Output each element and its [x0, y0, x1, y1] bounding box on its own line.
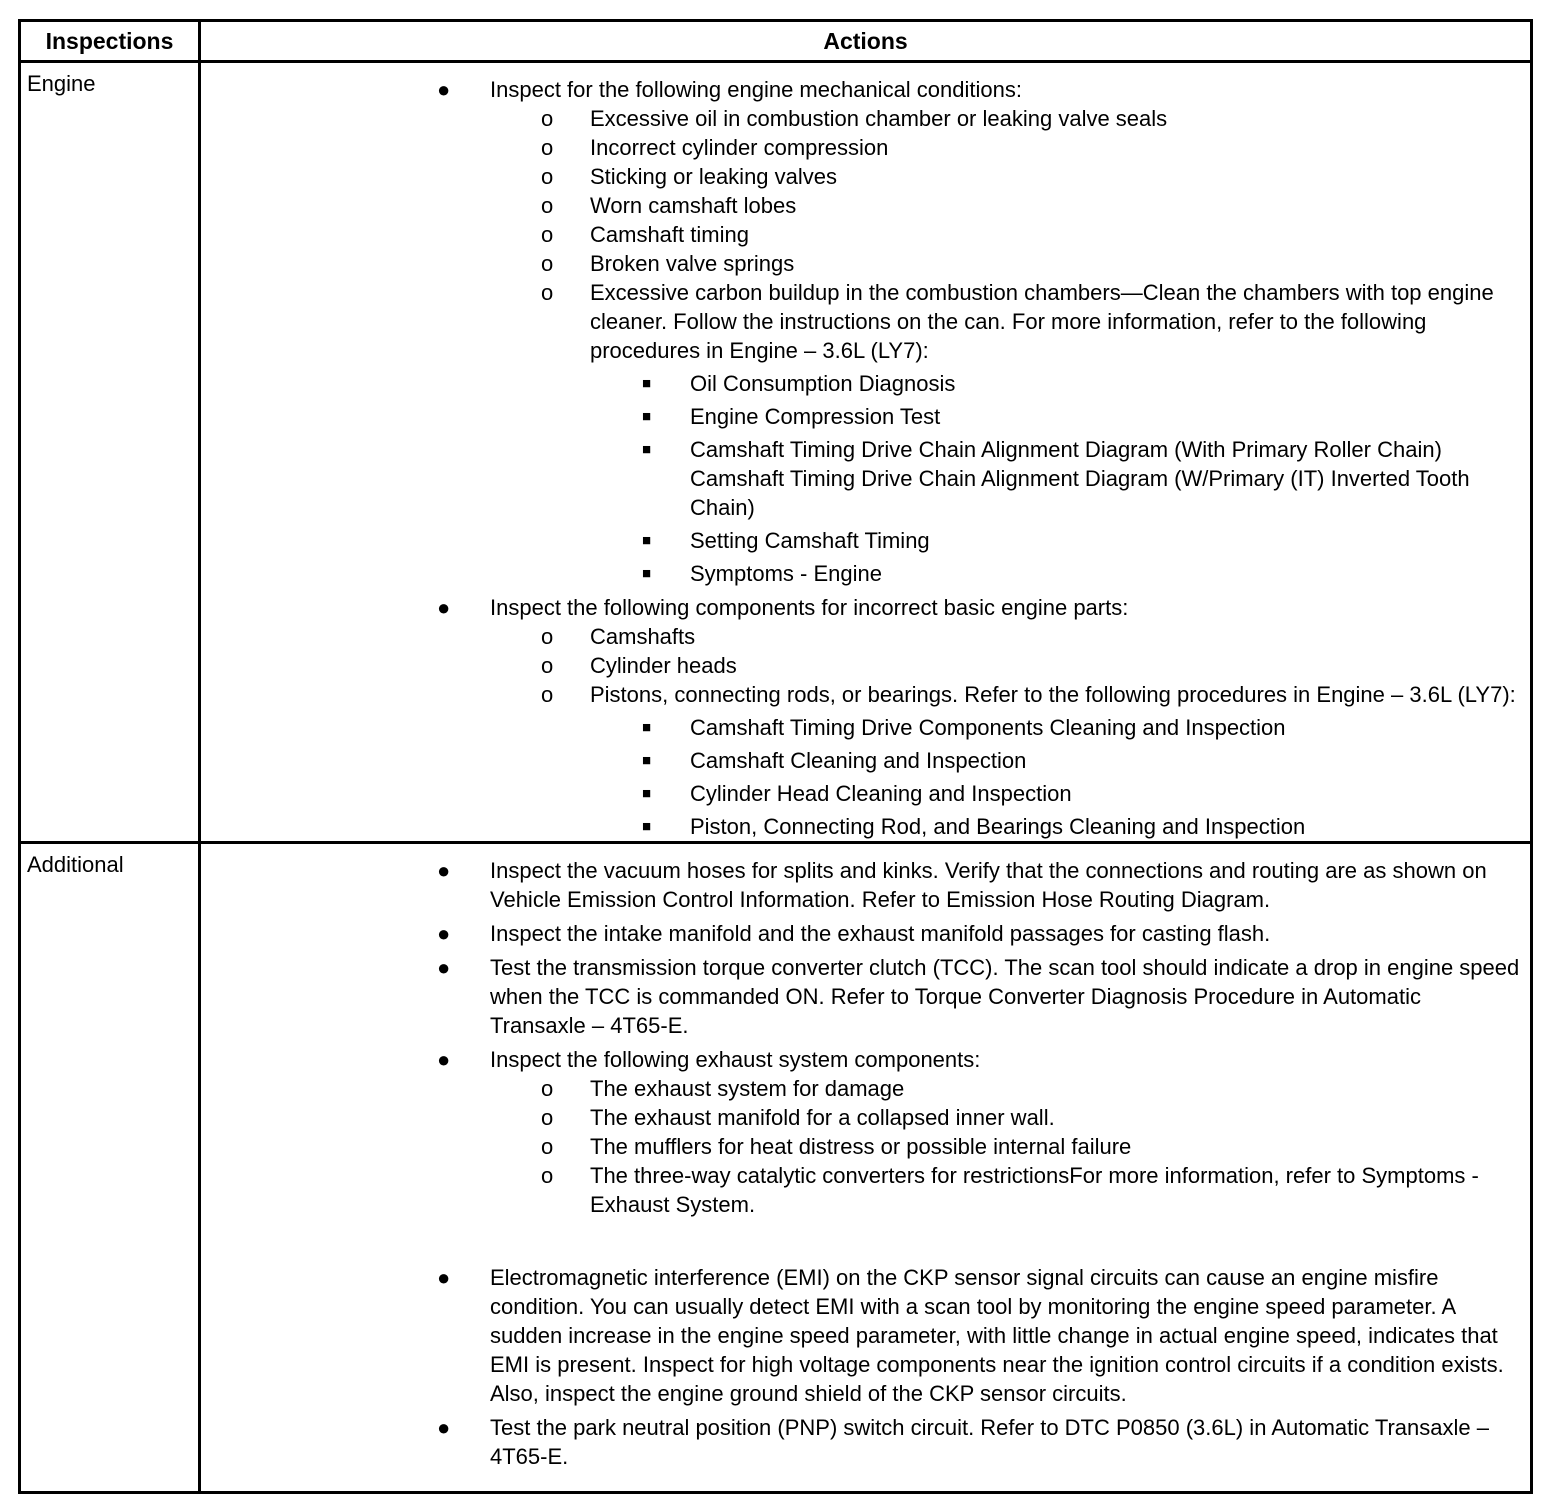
- list-item-text: Piston, Connecting Rod, and Bearings Cleaning and Inspection: [690, 814, 1306, 839]
- square-bullet-icon: ■: [642, 719, 652, 736]
- list-item: [201, 713, 1530, 742]
- circle-bullet-icon: o: [541, 106, 554, 131]
- list-item: [201, 278, 1530, 365]
- square-bullet-icon: ■: [642, 785, 652, 802]
- list-item: [201, 191, 1530, 220]
- list-item-text: Incorrect cylinder compression: [590, 135, 889, 160]
- list-item: [201, 919, 1530, 948]
- list-item-text: Camshaft Cleaning and Inspection: [690, 748, 1027, 773]
- list-item-text: Pistons, connecting rods, or bearings. Refer to the following procedures in Engine – 3.6L (LY7):: [590, 682, 1516, 707]
- list-item: [201, 856, 1530, 914]
- list-item: [201, 369, 1530, 398]
- list-item-text: Worn camshaft lobes: [590, 193, 797, 218]
- list-item: [201, 559, 1530, 588]
- list-item: [201, 402, 1530, 431]
- list-item-text: Sticking or leaking valves: [590, 164, 838, 189]
- list-item-text: Cylinder Head Cleaning and Inspection: [690, 781, 1072, 806]
- inspection-table: [18, 19, 1533, 1494]
- list-item: [201, 1263, 1530, 1408]
- table-row-engine: [20, 62, 1532, 843]
- list-item: [201, 622, 1530, 651]
- circle-bullet-icon: o: [541, 222, 554, 247]
- list-item-text: Inspect the intake manifold and the exhaust manifold passages for casting flash.: [490, 921, 1271, 946]
- list-item-text: Inspect the vacuum hoses for splits and kinks. Verify that the connections and routing are as shown on Vehicle Emission Control Information. Refer to Emission Hose Routing Diagram.: [490, 858, 1487, 912]
- circle-bullet-icon: o: [541, 1105, 554, 1130]
- list-item-text: Setting Camshaft Timing: [690, 528, 930, 553]
- list-item: [201, 526, 1530, 555]
- list-item-text: The exhaust manifold for a collapsed inner wall.: [590, 1105, 1055, 1130]
- list-item: [201, 746, 1530, 775]
- bullet-icon: ●: [437, 955, 451, 980]
- list-item-text: Test the transmission torque converter clutch (TCC). The scan tool should indicate a drop in engine speed when the TCC is commanded ON. Refer to Torque Converter Diagnosis Procedure in Automatic Transaxle – 4T65-E.: [490, 955, 1520, 1038]
- row-label-additional: Additional: [27, 852, 124, 877]
- list-item-text: Excessive oil in combustion chamber or leaking valve seals: [590, 106, 1168, 131]
- list-item-text: The three-way catalytic converters for restrictionsFor more information, refer to Symptoms - Exhaust System.: [590, 1163, 1479, 1217]
- table-row-additional: [20, 843, 1532, 1493]
- circle-bullet-icon: o: [541, 135, 554, 160]
- list-item-text: The mufflers for heat distress or possible internal failure: [590, 1134, 1132, 1159]
- list-item: [201, 1161, 1530, 1219]
- bullet-icon: ●: [437, 595, 451, 620]
- list-item: [201, 779, 1530, 808]
- bullet-icon: ●: [437, 1415, 451, 1440]
- header-inspections: Inspections: [20, 21, 200, 62]
- circle-bullet-icon: o: [541, 164, 554, 189]
- list-item-text: Test the park neutral position (PNP) switch circuit. Refer to DTC P0850 (3.6L) in Automatic Transaxle – 4T65-E.: [490, 1415, 1489, 1469]
- circle-bullet-icon: o: [541, 280, 554, 305]
- bullet-icon: ●: [437, 1265, 451, 1290]
- list-item: [201, 75, 1530, 104]
- list-item-text: Camshaft Timing Drive Components Cleaning and Inspection: [690, 715, 1286, 740]
- header-row: [20, 21, 1532, 62]
- list-item: [201, 1074, 1530, 1103]
- circle-bullet-icon: o: [541, 653, 554, 678]
- list-item-text: Camshaft Timing Drive Chain Alignment Diagram (With Primary Roller Chain) Camshaft Timing Drive Chain Alignment Diagram (W/Primary (IT) Inverted Tooth Chain): [690, 437, 1470, 520]
- list-item: [201, 133, 1530, 162]
- list-item: [201, 593, 1530, 622]
- list-item-text: Oil Consumption Diagnosis: [690, 371, 956, 396]
- list-item-text: Cylinder heads: [590, 653, 737, 678]
- square-bullet-icon: ■: [642, 818, 652, 835]
- list-item: [201, 812, 1530, 841]
- circle-bullet-icon: o: [541, 1076, 554, 1101]
- actions-cell-additional: [200, 843, 1532, 1493]
- square-bullet-icon: ■: [642, 752, 652, 769]
- list-item: [201, 104, 1530, 133]
- list-item: [201, 220, 1530, 249]
- list-item-text: Inspect the following components for incorrect basic engine parts:: [490, 595, 1129, 620]
- circle-bullet-icon: o: [541, 682, 554, 707]
- list-item: [201, 1045, 1530, 1074]
- list-item-text: Inspect the following exhaust system components:: [490, 1047, 981, 1072]
- list-item: [201, 651, 1530, 680]
- actions-cell-engine: [200, 62, 1532, 843]
- square-bullet-icon: ■: [642, 408, 652, 425]
- list-item: [201, 953, 1530, 1040]
- list-item-text: The exhaust system for damage: [590, 1076, 905, 1101]
- list-item-text: Broken valve springs: [590, 251, 795, 276]
- list-item-text: Camshaft timing: [590, 222, 749, 247]
- header-actions: Actions: [200, 21, 1532, 62]
- circle-bullet-icon: o: [541, 251, 554, 276]
- square-bullet-icon: ■: [642, 375, 652, 392]
- circle-bullet-icon: o: [541, 624, 554, 649]
- square-bullet-icon: ■: [642, 532, 652, 549]
- list-item: [201, 249, 1530, 278]
- list-item: [201, 435, 1530, 522]
- list-item-text: Engine Compression Test: [690, 404, 941, 429]
- list-item-text: Inspect for the following engine mechanical conditions:: [490, 77, 1022, 102]
- list-item: [201, 680, 1530, 709]
- row-label-engine: Engine: [27, 71, 96, 96]
- bullet-icon: ●: [437, 921, 451, 946]
- bullet-icon: ●: [437, 858, 451, 883]
- circle-bullet-icon: o: [541, 1134, 554, 1159]
- circle-bullet-icon: o: [541, 193, 554, 218]
- list-item-text: Symptoms - Engine: [690, 561, 882, 586]
- list-item-text: Camshafts: [590, 624, 696, 649]
- list-item: [201, 1413, 1530, 1471]
- circle-bullet-icon: o: [541, 1163, 554, 1188]
- square-bullet-icon: ■: [642, 441, 652, 458]
- bullet-icon: ●: [437, 77, 451, 102]
- list-item: [201, 1132, 1530, 1161]
- list-item: [201, 162, 1530, 191]
- square-bullet-icon: ■: [642, 565, 652, 582]
- list-item: [201, 1103, 1530, 1132]
- bullet-icon: ●: [437, 1047, 451, 1072]
- list-item-text: Electromagnetic interference (EMI) on the CKP sensor signal circuits can cause an engine misfire condition. You can usually detect EMI with a scan tool by monitoring the engine speed parameter. A sudden increase in the engine speed parameter, with little change in actual engine speed, indicates that EMI is present. Inspect for high voltage components near the ignition control circuits if a condition exists. Also, inspect the engine ground shield of the CKP sensor circuits.: [490, 1265, 1504, 1406]
- list-item-text: Excessive carbon buildup in the combustion chambers—Clean the chambers with top engine cleaner. Follow the instructions on the can. For more information, refer to the following procedures in Engine – 3.6L (LY7):: [590, 280, 1494, 363]
